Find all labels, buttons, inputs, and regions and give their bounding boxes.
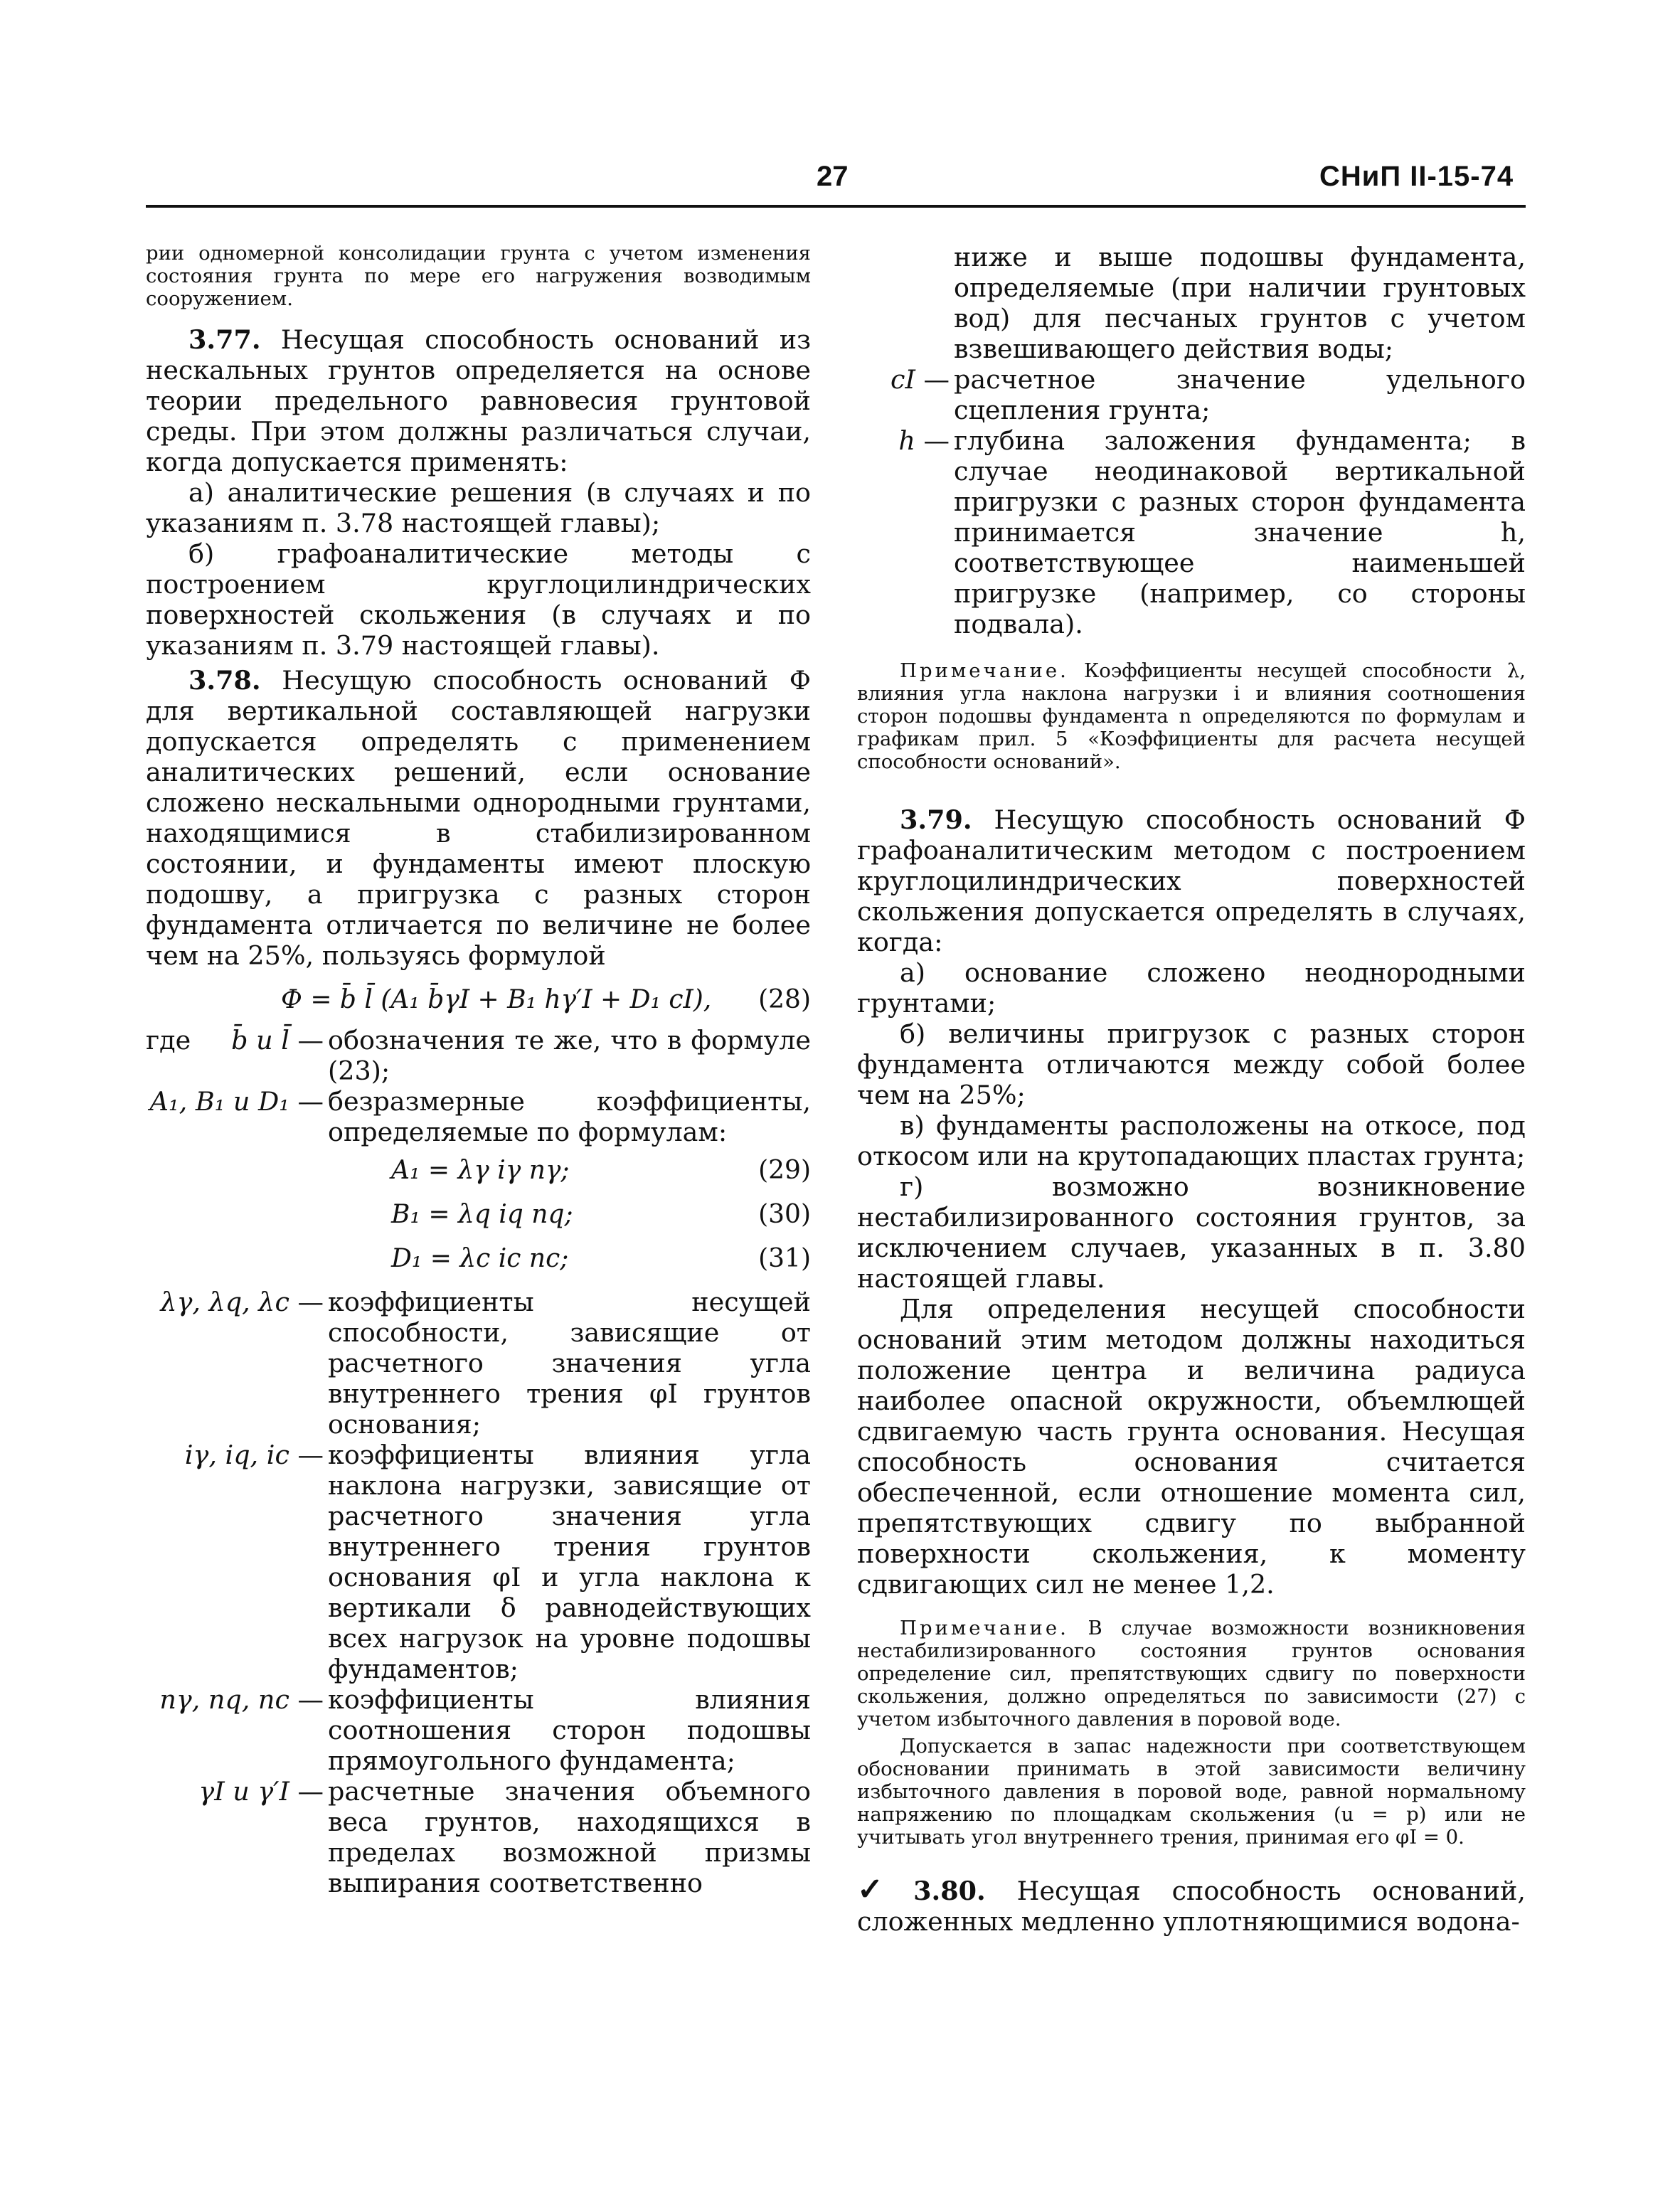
definition-symbol: γI и γ′I	[198, 1776, 289, 1807]
formula-text: B₁ = λq iq nq;	[391, 1200, 573, 1229]
definition-row: где b̄ и l̄ — обозначения те же, что в формуле (23);	[146, 1025, 811, 1086]
definition-row: λγ, λq, λc — коэффициенты несущей способности, зависящие от расчетного значения угла внутреннего трения φI грунтов основания;	[160, 1287, 811, 1440]
definition-text: коэффициенты влияния угла наклона нагрузки, зависящие от расчетного значения угла внутреннего трения грунтов основания φI и угла наклона к вертикали δ равнодействующих всех нагрузок на уровне подошвы фундаментов;	[328, 1440, 811, 1684]
definition-row: iγ, iq, ic — коэффициенты влияния угла наклона нагрузки, зависящие от расчетного значения угла внутреннего трения грунтов основания φI и угла наклона к вертикали δ равнодействующих всех нагрузок на уровне подошвы фундаментов;	[184, 1440, 811, 1684]
note-text: В случае возможности возникновения нестабилизированного состояния грунтов основания определение сил, препятствующих сдвигу по поверхности скольжения, должно определяться по зависимости (27) с учетом избыточного давления в поровой воде.	[857, 1617, 1526, 1731]
formula-number: (29)	[758, 1156, 811, 1185]
paragraph-3-77	[146, 324, 811, 477]
definition-text: глубина заложения фундамента; в случае неодинаковой вертикальной пригрузки с разных сторон фундамента принимается значение h, соответствующее наименьшей пригрузке (например, со стороны подвала).	[954, 425, 1526, 639]
definition-symbol: λγ, λq, λc	[160, 1287, 289, 1317]
section-number: 3.79.	[900, 804, 972, 835]
formula-text: D₁ = λc ic nc;	[391, 1244, 569, 1273]
formula-number: (30)	[758, 1200, 811, 1229]
header-rule	[146, 205, 1526, 208]
formula-30	[146, 1191, 811, 1235]
paragraph-text: Несущая способность оснований, сложенных медленно уплотняющимися водона-	[857, 1876, 1526, 1937]
formula-28	[146, 977, 811, 1022]
formula-31	[146, 1235, 811, 1280]
formula-29	[146, 1147, 811, 1191]
paragraph-text: Несущую способность оснований Ф для вертикальной составляющей нагрузки допускается определять с применением аналитических решений, если основание сложено нескальными однородными грунтами, находящимися в стабилизированном состоянии, и фундаменты имеют плоскую подошву, а пригрузка с разных сторон фундамента отличается по величине не более чем на 25%, пользуясь формулой	[146, 665, 811, 971]
definitions-table	[146, 1287, 811, 1898]
paragraph-3-79	[857, 804, 1526, 957]
list-item-b: б) графоаналитические методы с построением круглоцилиндрических поверхностей скольжения (в случаях и по указаниям п. 3.79 настоящей главы).	[146, 538, 811, 661]
note-2	[857, 1617, 1526, 1731]
definition-row: h — глубина заложения фундамента; в случае неодинаковой вертикальной пригрузки с разных сторон фундамента принимается значение h, соответствующее наименьшей пригрузке (например, со стороны подвала).	[898, 425, 1526, 639]
definition-text: ниже и выше подошвы фундамента, определяемые (при наличии грунтовых вод) для песчаных грунтов с учетом взвешивающего действия воды;	[954, 242, 1526, 364]
list-item-d: г) возможно возникновение нестабилизированного состояния грунтов, за исключением случаев, указанных в п. 3.80 настоящей главы.	[857, 1171, 1526, 1294]
page-number: 27	[817, 161, 849, 192]
note-1	[857, 659, 1526, 773]
list-item-a: а) аналитические решения (в случаях и по указаниям п. 3.78 настоящей главы);	[146, 477, 811, 538]
document-code: СНиП II-15-74	[1319, 161, 1514, 192]
left-column	[146, 213, 811, 1898]
definitions-table	[146, 1025, 811, 1147]
definition-symbol: b̄ и l̄	[231, 1025, 289, 1056]
definition-symbol: iγ, iq, ic	[184, 1440, 289, 1470]
definition-row	[857, 242, 1526, 364]
definitions-table	[857, 242, 1526, 639]
definition-row: cI — расчетное значение удельного сцепления грунта;	[890, 364, 1526, 425]
definition-text: коэффициенты влияния соотношения сторон подошвы прямоугольного фундамента;	[328, 1684, 811, 1776]
section-number: 3.77.	[188, 324, 261, 355]
check-mark-icon: ✓	[857, 1871, 907, 1908]
definition-row: γI и γ′I — расчетные значения объемного веса грунтов, находящихся в пределах возможной призмы выпирания соответственно	[198, 1776, 811, 1898]
definition-text: расчетные значения объемного веса грунтов, находящихся в пределах возможной призмы выпирания соответственно	[328, 1776, 811, 1898]
paragraph-3-78	[146, 665, 811, 971]
note-2-continued: Допускается в запас надежности при соответствующем обосновании принимать в этой зависимости величину избыточного давления в поровой воде, равной нормальному напряжению по площадкам скольжения (u = p) или не учитывать угол внутреннего трения, принимая его φI = 0.	[857, 1735, 1526, 1849]
formula-number: (28)	[758, 985, 811, 1014]
definition-text: коэффициенты несущей способности, зависящие от расчетного значения угла внутреннего трения φI грунтов основания;	[328, 1287, 811, 1440]
definition-symbol: h	[898, 425, 915, 456]
paragraph-3-80	[857, 1871, 1526, 1937]
paragraph-3-79-continued: Для определения несущей способности оснований этим методом должны находиться положение центра и величина радиуса наиболее опасной окружности, объемлющей сдвигаемую часть грунта основания. Несущая способность основания считается обеспеченной, если отношение момента сил, препятствующих сдвигу по выбранной поверхности скольжения, к моменту сдвигающих сил не менее 1,2.	[857, 1294, 1526, 1600]
paragraph-text: Несущая способность оснований из нескальных грунтов определяется на основе теории предельного равновесия грунтовой среды. При этом должны различаться случаи, когда допускается применять:	[146, 324, 811, 477]
formula-text: A₁ = λγ iγ nγ;	[391, 1156, 570, 1185]
definition-text: расчетное значение удельного сцепления грунта;	[954, 364, 1526, 425]
section-number: 3.78.	[188, 665, 261, 696]
right-column	[857, 213, 1526, 1937]
formula-text: Ф = b̄ l̄ (A₁ b̄γI + B₁ hγ′I + D₁ cI),	[281, 985, 712, 1014]
continued-text: рии одномерной консолидации грунта с учетом изменения состояния грунта по мере его нагружения возводимым сооружением.	[146, 242, 811, 310]
list-item-c: в) фундаменты расположены на откосе, под откосом или на крутопадающих пластах грунта;	[857, 1110, 1526, 1171]
definition-text: безразмерные коэффициенты, определяемые по формулам:	[328, 1086, 811, 1147]
definition-row: nγ, nq, nc — коэффициенты влияния соотношения сторон подошвы прямоугольного фундамента;	[159, 1684, 811, 1776]
definition-row: A₁, B₁ и D₁ — безразмерные коэффициенты, определяемые по формулам:	[149, 1086, 811, 1147]
note-label: Примечание.	[900, 1617, 1069, 1639]
note-label: Примечание.	[900, 659, 1069, 682]
definition-text: обозначения те же, что в формуле (23);	[328, 1025, 811, 1086]
definition-symbol: nγ, nq, nc	[159, 1684, 289, 1715]
list-item-b: б) величины пригрузок с разных сторон фундамента отличаются между собой более чем на 25%;	[857, 1019, 1526, 1110]
section-number: 3.80.	[913, 1876, 986, 1906]
note-text: Коэффициенты несущей способности λ, влияния угла наклона нагрузки i и влияния соотношения сторон подошвы фундамента n определяются по формулам и графикам прил. 5 «Коэффициенты для расчета несущей способности оснований».	[857, 659, 1526, 773]
where-label: где	[146, 1025, 191, 1056]
definition-symbol: cI	[890, 364, 915, 395]
definition-symbol: A₁, B₁ и D₁	[149, 1086, 289, 1117]
list-item-a: а) основание сложено неоднородными грунтами;	[857, 957, 1526, 1019]
paragraph-text: Несущую способность оснований Ф графоаналитическим методом с построением круглоцилиндрических поверхностей скольжения допускается определять в случаях, когда:	[857, 804, 1526, 957]
formula-number: (31)	[758, 1244, 811, 1273]
